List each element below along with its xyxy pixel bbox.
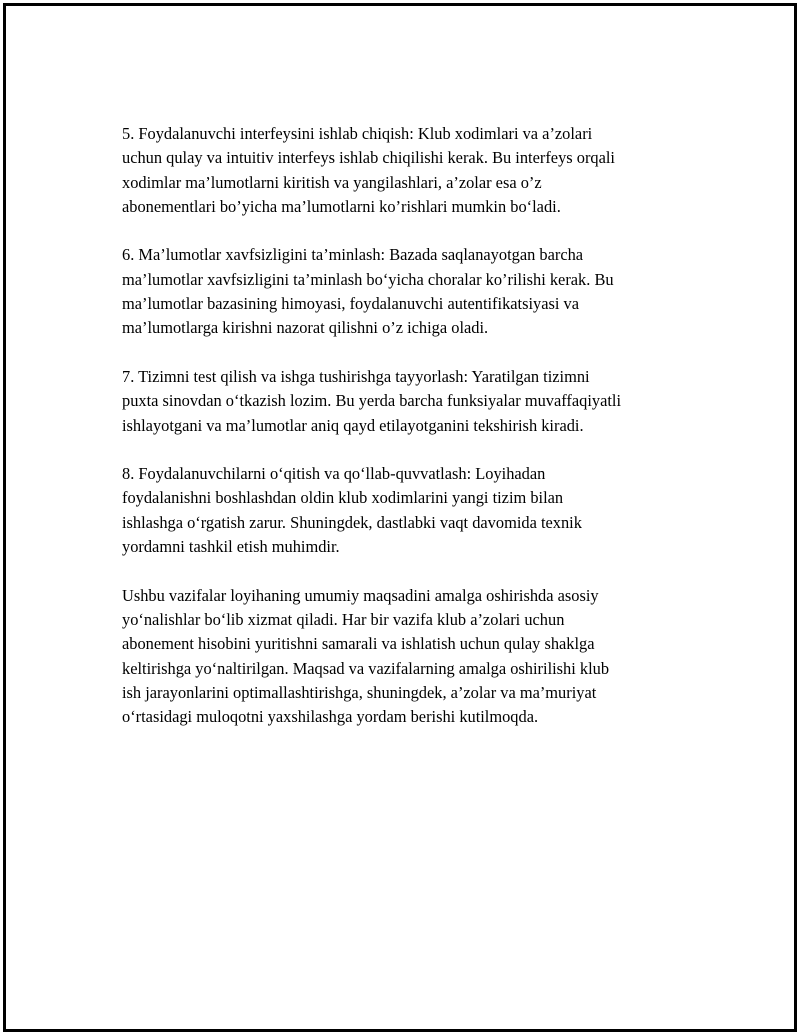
text-line: keltirishga yo‘naltirilgan. Maqsad va vazifalarning amalga oshirilishi klub [122, 658, 610, 678]
paragraph-item-8 [122, 462, 698, 559]
text-line: Ushbu vazifalar loyihaning umumiy maqsadini amalga oshirishda asosiy [122, 585, 599, 605]
paragraph-item-5 [122, 122, 698, 219]
text-line: foydalanishni boshlashdan oldin klub xodimlarini yangi tizim bilan [122, 488, 564, 508]
text-line: ma’lumotlarga kirishni nazorat qilishni o’z ichiga oladi. [122, 318, 489, 338]
text-line: 8. Foydalanuvchilarni o‘qitish va qo‘llab-quvvatlash: Loyihadan [122, 464, 546, 484]
text-line: 6. Ma’lumotlar xavfsizligini ta’minlash: Bazada saqlanayotgan barcha [122, 245, 584, 265]
text-line: ma’lumotlar bazasining himoyasi, foydalanuvchi autentifikatsiyasi va [122, 294, 579, 314]
paragraph-item-7 [122, 365, 698, 438]
text-line: yordamni tashkil etish muhimdir. [122, 537, 340, 557]
text-line: yo‘nalishlar bo‘lib xizmat qiladi. Har bir vazifa klub a’zolari uchun [122, 609, 565, 629]
text-line: 5. Foydalanuvchi interfeysini ishlab chiqish: Klub xodimlari va a’zolari [122, 124, 593, 143]
text-line: uchun qulay va intuitiv interfeys ishlab chiqilishi kerak. Bu interfeys orqali [122, 148, 615, 168]
document-body [122, 122, 698, 754]
text-line: ma’lumotlar xavfsizligini ta’minlash bo‘yicha choralar ko’rilishi kerak. Bu [122, 269, 614, 289]
text-line: puxta sinovdan o‘tkazish lozim. Bu yerda barcha funksiyalar muvaffaqiyatli [122, 391, 622, 411]
text-line: abonementlari bo’yicha ma’lumotlarni ko’rishlari mumkin bo‘ladi. [122, 196, 561, 216]
page-frame [3, 3, 797, 1032]
text-line: 7. Tizimni test qilish va ishga tushirishga tayyorlash: Yaratilgan tizimni [122, 366, 590, 386]
text-line: ishlayotgani va ma’lumotlar aniq qayd etilayotganini tekshirish kiradi. [122, 415, 584, 435]
text-line: abonement hisobini yuritishni samarali va ishlatish uchun qulay shaklga [122, 634, 595, 654]
text-line: xodimlar ma’lumotlarni kiritish va yangilashlari, a’zolar esa o’z [122, 172, 542, 192]
paragraph-item-6 [122, 243, 698, 340]
text-line: ish jarayonlarini optimallashtirishga, shuningdek, a’zolar va ma’muriyat [122, 682, 597, 702]
paragraph-summary [122, 584, 698, 730]
text-line: o‘rtasidagi muloqotni yaxshilashga yordam berishi kutilmoqda. [122, 707, 539, 727]
text-line: ishlashga o‘rgatish zarur. Shuningdek, dastlabki vaqt davomida texnik [122, 512, 582, 532]
